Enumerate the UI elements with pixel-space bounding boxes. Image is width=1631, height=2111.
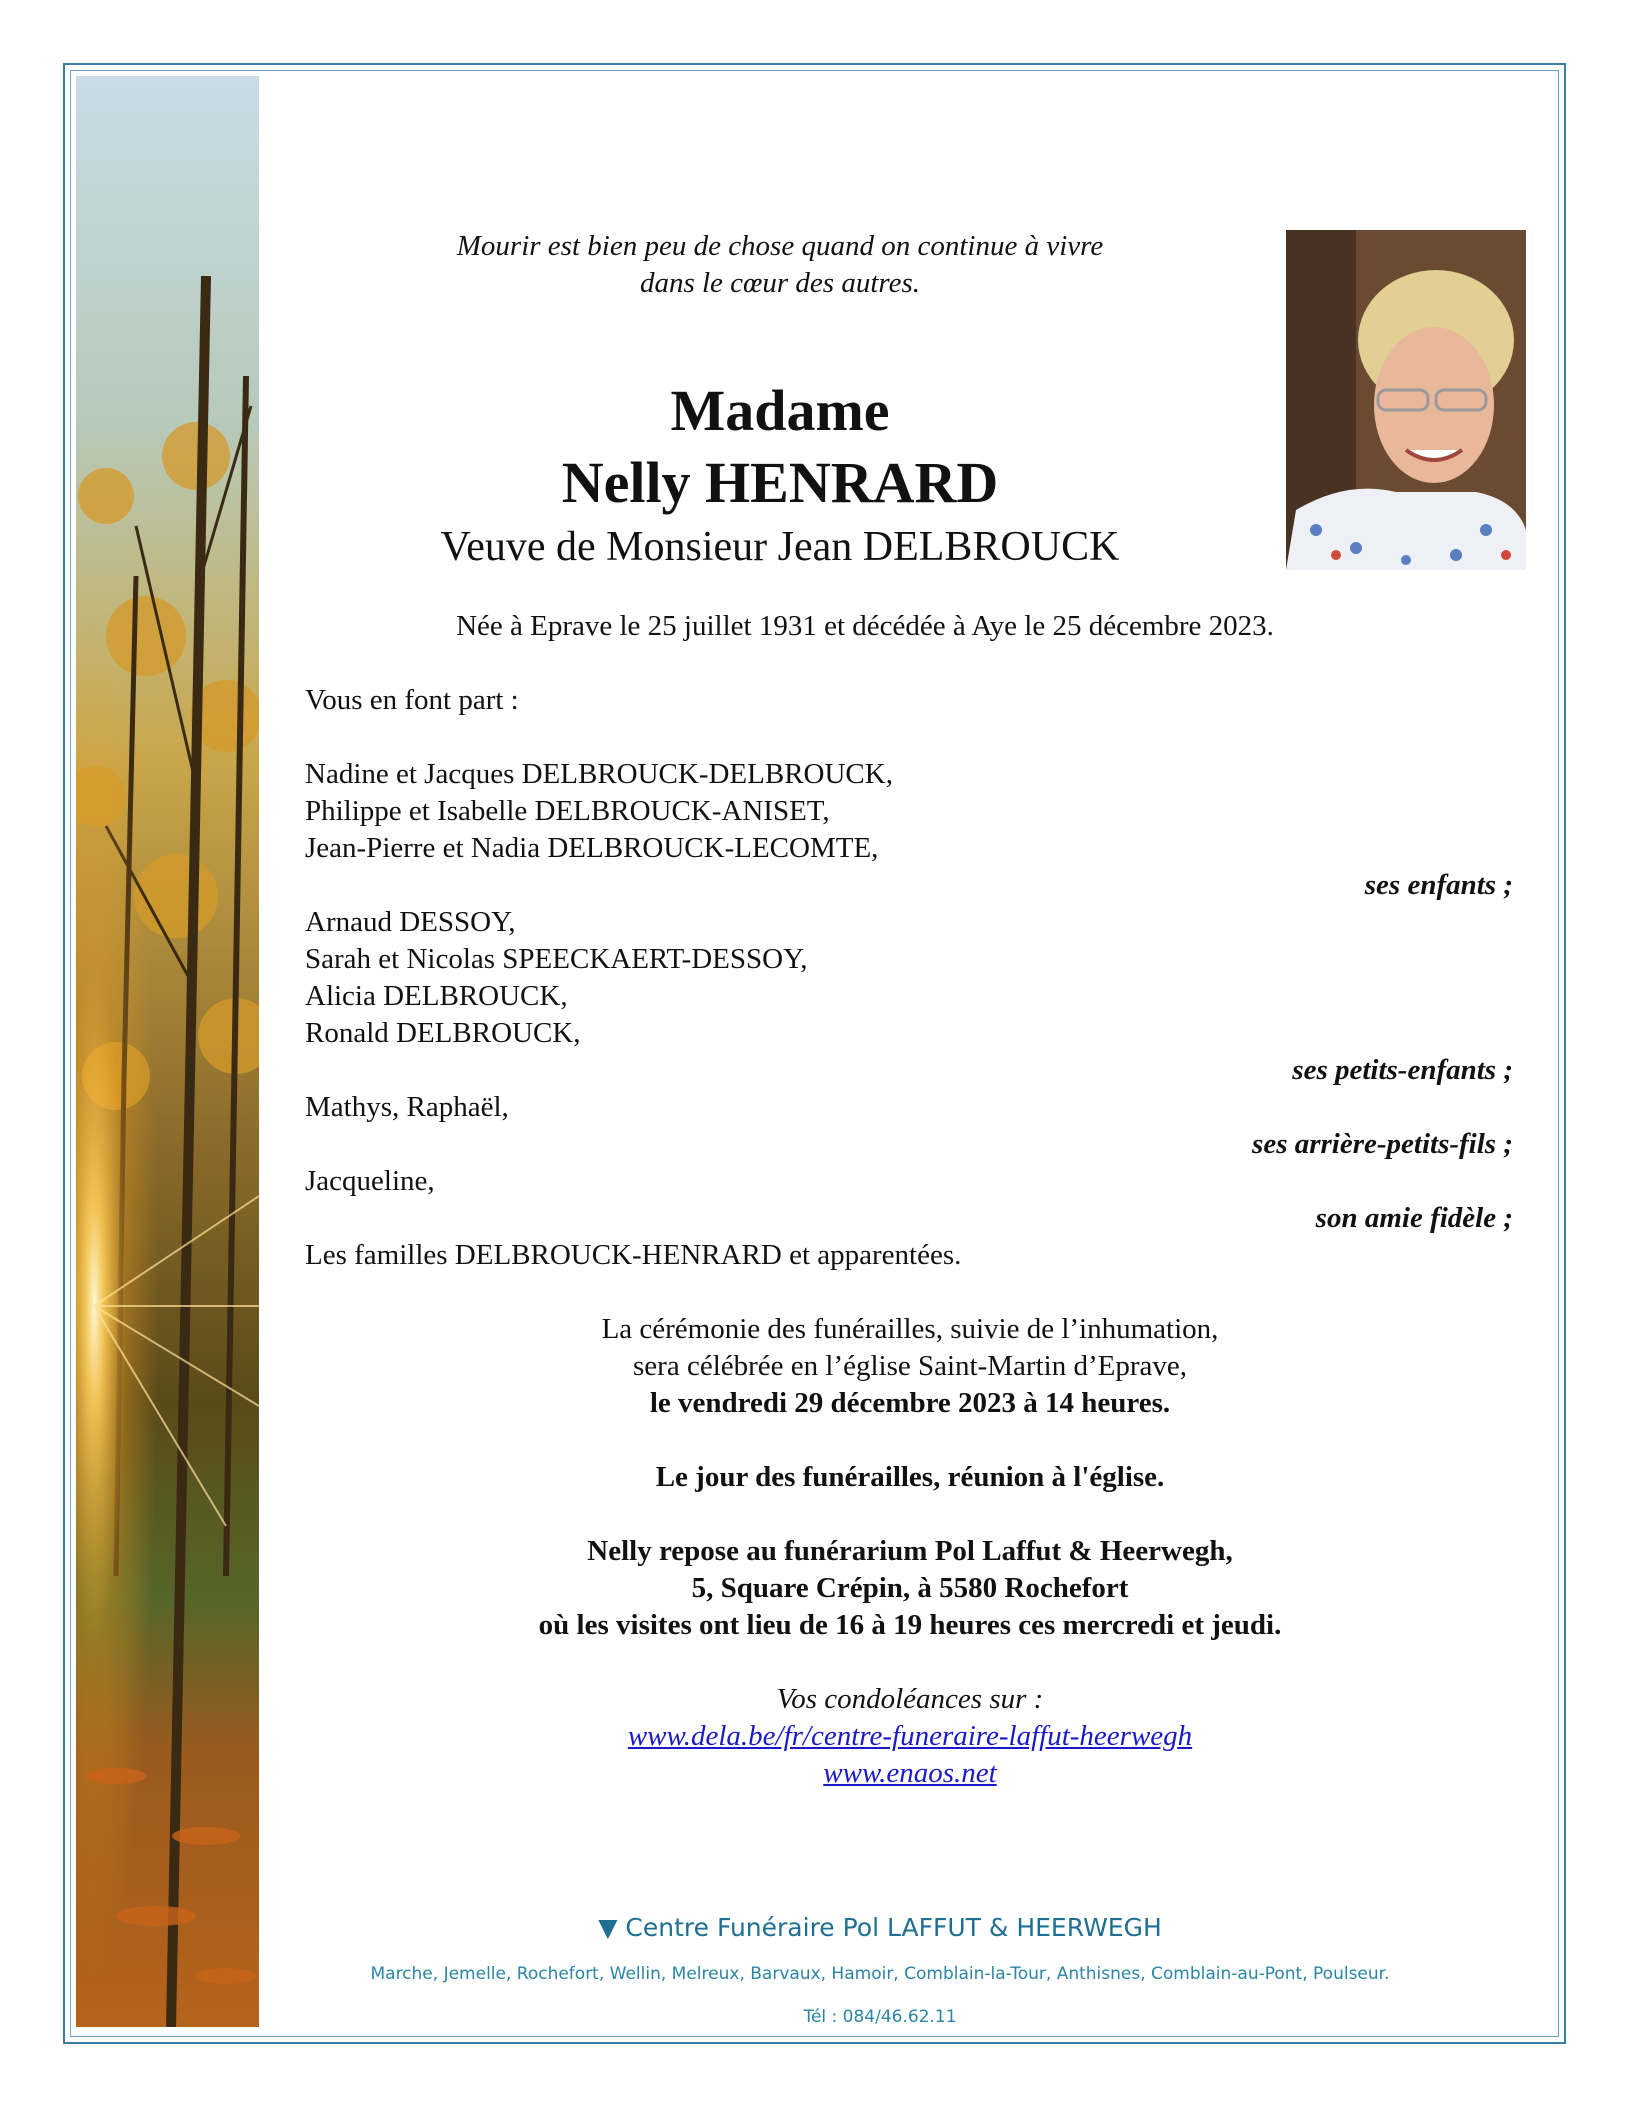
funeral-center-name bbox=[400, 1913, 1360, 1942]
visiting-hours: où les visites ont lieu de 16 à 19 heures ces mercredi et jeudi. bbox=[538, 1609, 1282, 1641]
ceremony-line: sera célébrée en l’église Saint-Martin d’Eprave, bbox=[633, 1350, 1187, 1382]
funeral-home-line: Nelly repose au funérarium Pol Laffut & Heerwegh, bbox=[587, 1535, 1233, 1567]
funeral-center-towns: Marche, Jemelle, Rochefort, Wellin, Melreux, Barvaux, Hamoir, Comblain-la-Tour, Anthisnes, Comblain-au-Pont, Poulseur. bbox=[370, 1964, 1390, 1984]
funeral-center-title: Centre Funéraire Pol LAFFUT & HEERWEGH bbox=[625, 1913, 1162, 1942]
family-grandchild: Sarah et Nicolas SPEECKAERT-DESSOY, bbox=[305, 943, 808, 975]
deceased-name: Nelly HENRARD bbox=[561, 450, 999, 515]
family-relatives: Les familles DELBROUCK-HENRARD et apparentées. bbox=[305, 1239, 962, 1271]
autumn-forest-banner bbox=[76, 76, 259, 2027]
funeral-home-address: 5, Square Crépin, à 5580 Rochefort bbox=[691, 1572, 1129, 1604]
family-child: Nadine et Jacques DELBROUCK-DELBROUCK, bbox=[305, 758, 893, 790]
family-child: Philippe et Isabelle DELBROUCK-ANISET, bbox=[305, 795, 830, 827]
family-grandchild: Arnaud DESSOY, bbox=[305, 906, 516, 938]
meeting-info: Le jour des funérailles, réunion à l'église. bbox=[655, 1461, 1165, 1493]
family-friend: Jacqueline, bbox=[305, 1165, 435, 1197]
condolences-link-enaos[interactable]: www.enaos.net bbox=[823, 1757, 997, 1789]
epitaph-quote bbox=[380, 228, 1180, 302]
role-friend: son amie fidèle ; bbox=[1315, 1202, 1513, 1234]
quote-line: dans le cœur des autres. bbox=[639, 267, 921, 299]
ceremony-line: La cérémonie des funérailles, suivie de l’inhumation, bbox=[601, 1313, 1219, 1345]
quote-line: Mourir est bien peu de chose quand on continue à vivre bbox=[456, 230, 1104, 262]
role-children: ses enfants ; bbox=[1364, 869, 1513, 901]
announce-line: Vous en font part : bbox=[305, 684, 519, 716]
family-great-grandchildren: Mathys, Raphaël, bbox=[305, 1091, 509, 1123]
funeral-center-phone: Tél : 084/46.62.11 bbox=[803, 2007, 957, 2027]
ceremony-date: le vendredi 29 décembre 2023 à 14 heures. bbox=[649, 1387, 1171, 1419]
portrait-photo bbox=[1286, 230, 1526, 570]
family-child: Jean-Pierre et Nadia DELBROUCK-LECOMTE, bbox=[305, 832, 879, 864]
role-great-grandchildren: ses arrière-petits-fils ; bbox=[1252, 1128, 1513, 1160]
triangle-down-icon: ▼ bbox=[598, 1913, 618, 1942]
honorific-title: Madame bbox=[670, 378, 890, 443]
condolences-label: Vos condoléances sur : bbox=[776, 1683, 1044, 1715]
condolences-link-dela[interactable]: www.dela.be/fr/centre-funeraire-laffut-heerwegh bbox=[627, 1720, 1193, 1752]
role-grandchildren: ses petits-enfants ; bbox=[1292, 1054, 1513, 1086]
family-grandchild: Ronald DELBROUCK, bbox=[305, 1017, 581, 1049]
family-grandchild: Alicia DELBROUCK, bbox=[305, 980, 568, 1012]
widow-of: Veuve de Monsieur Jean DELBROUCK bbox=[440, 524, 1120, 570]
birth-death-dates: Née à Eprave le 25 juillet 1931 et décédée à Aye le 25 décembre 2023. bbox=[456, 610, 1274, 642]
